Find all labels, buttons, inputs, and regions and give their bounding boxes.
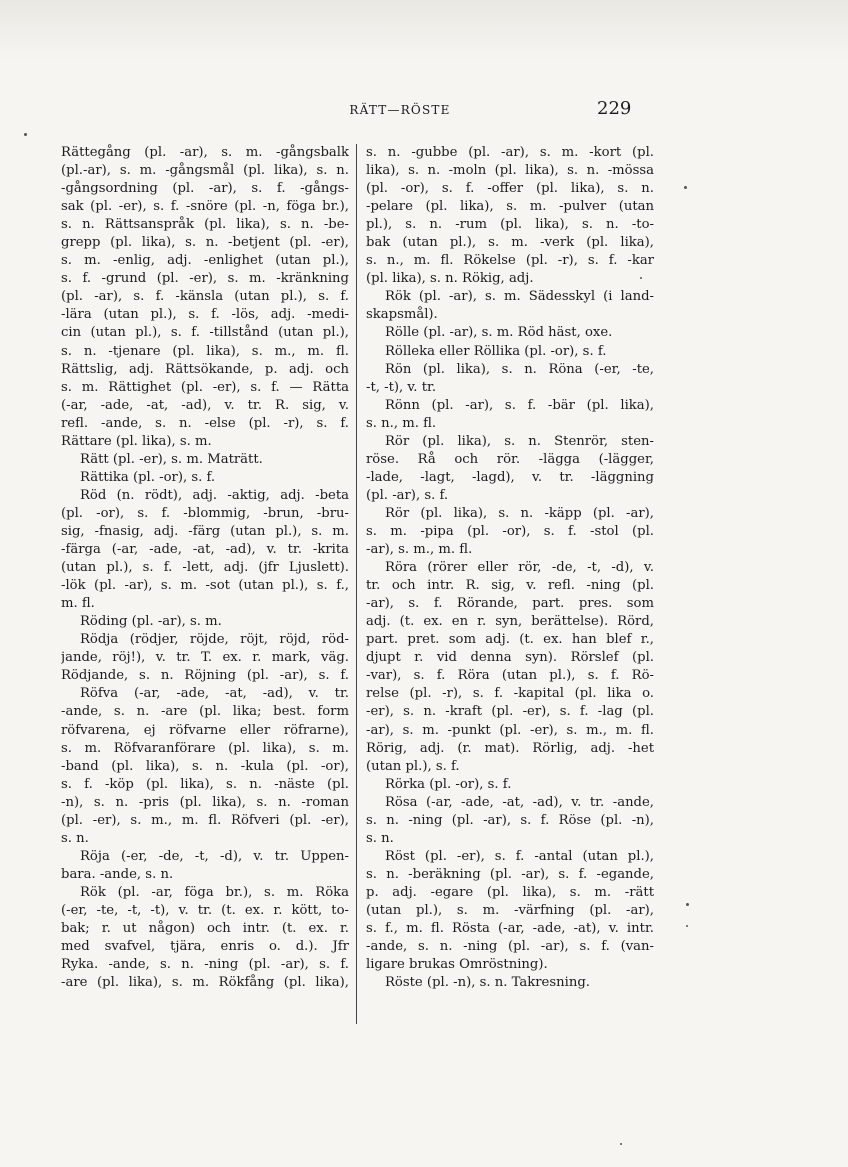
text-line: s. n. -tjenare (pl. lika), s. m., m. fl.: [61, 343, 349, 359]
text-line: Rörig, adj. (r. mat). Rörlig, adj. -het: [366, 740, 654, 756]
text-line: s. m. Röfvaranförare (pl. lika), s. m.: [61, 740, 349, 756]
scan-speck: [620, 1143, 622, 1145]
text-line: s. m. -pipa (pl. -or), s. f. -stol (pl.: [366, 523, 654, 539]
text-line: -lök (pl. -ar), s. m. -sot (utan pl.), s. f.,: [61, 578, 349, 594]
text-line: bara. -ande, s. n.: [61, 866, 174, 882]
text-line: Röd (n. rödt), adj. -aktig, adj. -beta: [80, 487, 349, 503]
text-line: röfvarena, ej röfvarne eller röfrarne),: [61, 722, 349, 738]
text-line: (pl. -er), s. m., m. fl. Röfveri (pl. -er),: [61, 812, 349, 828]
text-line: Röra (rörer eller rör, -de, -t, -d), v.: [385, 560, 654, 576]
text-line: Rör (pl. lika), s. n. -käpp (pl. -ar),: [385, 505, 654, 521]
text-line: Rättika (pl. -or), s. f.: [80, 469, 216, 485]
text-line: s. n., m. fl. Rökelse (pl. -r), s. f. -kar: [366, 253, 654, 269]
text-line: Rödja (rödjer, röjde, röjt, röjd, röd-: [80, 632, 349, 648]
text-line: Röja (-er, -de, -t, -d), v. tr. Uppen-: [80, 848, 349, 864]
running-header: RÄTT—RÖSTE: [349, 103, 451, 117]
text-line: -lära (utan pl.), s. f. -lös, adj. -medi-: [61, 307, 349, 323]
text-line: jande, röj!), v. tr. T. ex. r. mark, väg.: [61, 650, 349, 666]
text-line: s. m. -enlig, adj. -enlighet (utan pl.),: [61, 253, 349, 269]
text-line: s. f., m. fl. Rösta (-ar, -ade, -at), v. intr.: [366, 921, 654, 937]
text-line: s. n.: [61, 830, 89, 846]
text-line: ligare brukas Omröstning).: [366, 957, 548, 973]
text-line: s. n., m. fl.: [366, 415, 437, 431]
text-line: adj. (t. ex. en r. syn, berättelse). Rörd,: [366, 614, 654, 630]
text-line: Rätt (pl. -er), s. m. Maträtt.: [80, 451, 263, 467]
text-line: -band (pl. lika), s. n. -kula (pl. -or),: [61, 758, 349, 774]
text-line: (pl. -ar), s. f. -känsla (utan pl.), s. f.: [61, 289, 349, 305]
left-column: [61, 144, 349, 992]
text-line: s. n.: [366, 830, 394, 846]
text-line: -ar), s. f. Rörande, part. pres. som: [366, 596, 654, 612]
text-line: s. f. -grund (pl. -er), s. m. -kränkning: [61, 271, 349, 287]
text-line: s. n. -gubbe (pl. -ar), s. m. -kort (pl.: [366, 145, 654, 160]
text-line: s. n. -ning (pl. -ar), s. f. Röse (pl. -n),: [366, 812, 654, 828]
text-line: Röding (pl. -ar), s. m.: [80, 614, 222, 630]
text-line: -färga (-ar, -ade, -at, -ad), v. tr. -krita: [61, 542, 349, 558]
text-line: -ar), s. m. -punkt (pl. -er), s. m., m. fl.: [366, 722, 654, 738]
text-line: (utan pl.), s. m. -värfning (pl. -ar),: [366, 902, 654, 918]
text-line: Röfva (-ar, -ade, -at, -ad), v. tr.: [80, 686, 349, 702]
right-column: [366, 144, 654, 992]
text-line: relse (pl. -r), s. f. -kapital (pl. lika o.: [366, 686, 654, 702]
text-line: pl.), s. n. -rum (pl. lika), s. n. -to-: [366, 217, 654, 233]
text-line: Rödjande, s. n. Röjning (pl. -ar), s. f.: [61, 668, 349, 684]
text-line: sig, -fnasig, adj. -färg (utan pl.), s. m.: [61, 523, 349, 539]
text-line: Rölleka eller Röllika (pl. -or), s. f.: [385, 343, 607, 359]
text-line: Ryka. -ande, s. n. -ning (pl. -ar), s. f.: [61, 957, 349, 973]
scan-speck: [640, 277, 642, 279]
text-line: s. n. Rättsanspråk (pl. lika), s. n. -be-: [61, 217, 349, 233]
text-line: -pelare (pl. lika), s. m. -pulver (utan: [366, 199, 654, 215]
text-line: (pl. lika), s. n. Rökig, adj.: [366, 271, 534, 287]
text-line: s. m. Rättighet (pl. -er), s. f. — Rätta: [61, 379, 349, 395]
text-line: Rök (pl. -ar, föga br.), s. m. Röka: [80, 884, 349, 900]
scan-speck: [686, 903, 689, 906]
text-line: p. adj. -egare (pl. lika), s. m. -rätt: [366, 884, 654, 900]
text-line: -are (pl. lika), s. m. Rökfång (pl. lika),: [61, 975, 349, 991]
text-line: Rättare (pl. lika), s. m.: [61, 433, 212, 449]
text-line: Röste (pl. -n), s. n. Takresning.: [385, 975, 590, 991]
text-line: (utan pl.), s. f.: [366, 758, 460, 774]
text-line: (utan pl.), s. f. -lett, adj. (jfr Ljuslett).: [61, 560, 349, 576]
text-line: Röst (pl. -er), s. f. -antal (utan pl.),: [385, 848, 654, 864]
text-line: -ande, s. n. -ning (pl. -ar), s. f. (van-: [366, 939, 654, 955]
scan-shading: [0, 0, 848, 60]
text-line: sak (pl. -er), s. f. -snöre (pl. -n, föga br.),: [61, 199, 349, 215]
text-line: grepp (pl. lika), s. n. -betjent (pl. -er),: [61, 235, 349, 251]
text-line: bak (utan pl.), s. m. -verk (pl. lika),: [366, 235, 654, 251]
text-line: (pl. -ar), s. f.: [366, 487, 449, 503]
text-line: (pl. -or), s. f. -offer (pl. lika), s. n.: [366, 181, 654, 197]
text-line: Rättegång (pl. -ar), s. m. -gångsbalk: [61, 145, 349, 160]
text-line: (-er, -te, -t, -t), v. tr. (t. ex. r. kött, to-: [61, 902, 349, 918]
text-line: Rörka (pl. -or), s. f.: [385, 776, 512, 792]
text-line: (pl. -or), s. f. -blommig, -brun, -bru-: [61, 505, 349, 521]
text-line: (-ar, -ade, -at, -ad), v. tr. R. sig, v.: [61, 397, 349, 413]
scan-speck: [684, 186, 687, 189]
text-line: -er), s. n. -kraft (pl. -er), s. f. -lag (pl.: [366, 704, 654, 720]
text-line: (pl.-ar), s. m. -gångsmål (pl. lika), s. n.: [61, 163, 349, 179]
text-line: djupt r. vid denna syn). Rörslef (pl.: [366, 650, 654, 666]
page-number: 229: [597, 98, 632, 119]
text-line: röse. Rå och rör. -lägga (-lägger,: [366, 451, 654, 467]
text-line: cin (utan pl.), s. f. -tillstånd (utan pl.),: [61, 325, 349, 341]
text-line: bak; r. ut någon) och intr. (t. ex. r.: [61, 921, 349, 937]
text-line: -var), s. f. Röra (utan pl.), s. f. Rö-: [366, 668, 654, 684]
scan-speck: [24, 133, 27, 136]
text-line: m. fl.: [61, 596, 95, 612]
text-line: Rölle (pl. -ar), s. m. Röd häst, oxe.: [385, 325, 613, 341]
scan-speck: [686, 925, 688, 927]
text-line: skapsmål).: [366, 307, 438, 323]
text-line: -lade, -lagt, -lagd), v. tr. -läggning: [366, 469, 654, 485]
text-line: Rön (pl. lika), s. n. Röna (-er, -te,: [385, 361, 654, 377]
text-line: refl. -ande, s. n. -else (pl. -r), s. f.: [61, 415, 349, 431]
text-line: part. pret. som adj. (t. ex. han blef r.,: [366, 632, 654, 648]
text-line: Rättslig, adj. Rättsökande, p. adj. och: [61, 361, 349, 377]
text-line: -n), s. n. -pris (pl. lika), s. n. -roman: [61, 794, 349, 810]
text-line: s. f. -köp (pl. lika), s. n. -näste (pl.: [61, 776, 349, 792]
text-line: -ar), s. m., m. fl.: [366, 542, 473, 558]
text-line: Rör (pl. lika), s. n. Stenrör, sten-: [385, 433, 654, 449]
text-line: s. n. -beräkning (pl. -ar), s. f. -egande,: [366, 866, 654, 882]
text-line: tr. och intr. R. sig, v. refl. -ning (pl.: [366, 578, 654, 594]
text-line: Rönn (pl. -ar), s. f. -bär (pl. lika),: [385, 397, 654, 413]
text-line: Rök (pl. -ar), s. m. Sädesskyl (i land-: [385, 289, 654, 305]
column-divider: [356, 144, 357, 1024]
text-line: -ande, s. n. -are (pl. lika; best. form: [61, 704, 349, 720]
text-line: med svafvel, tjära, enris o. d.). Jfr: [61, 939, 349, 955]
text-line: Rösa (-ar, -ade, -at, -ad), v. tr. -ande,: [385, 794, 654, 810]
text-line: lika), s. n. -moln (pl. lika), s. n. -mössa: [366, 163, 654, 179]
text-line: -gångsordning (pl. -ar), s. f. -gångs-: [61, 181, 349, 197]
text-line: -t, -t), v. tr.: [366, 379, 437, 395]
